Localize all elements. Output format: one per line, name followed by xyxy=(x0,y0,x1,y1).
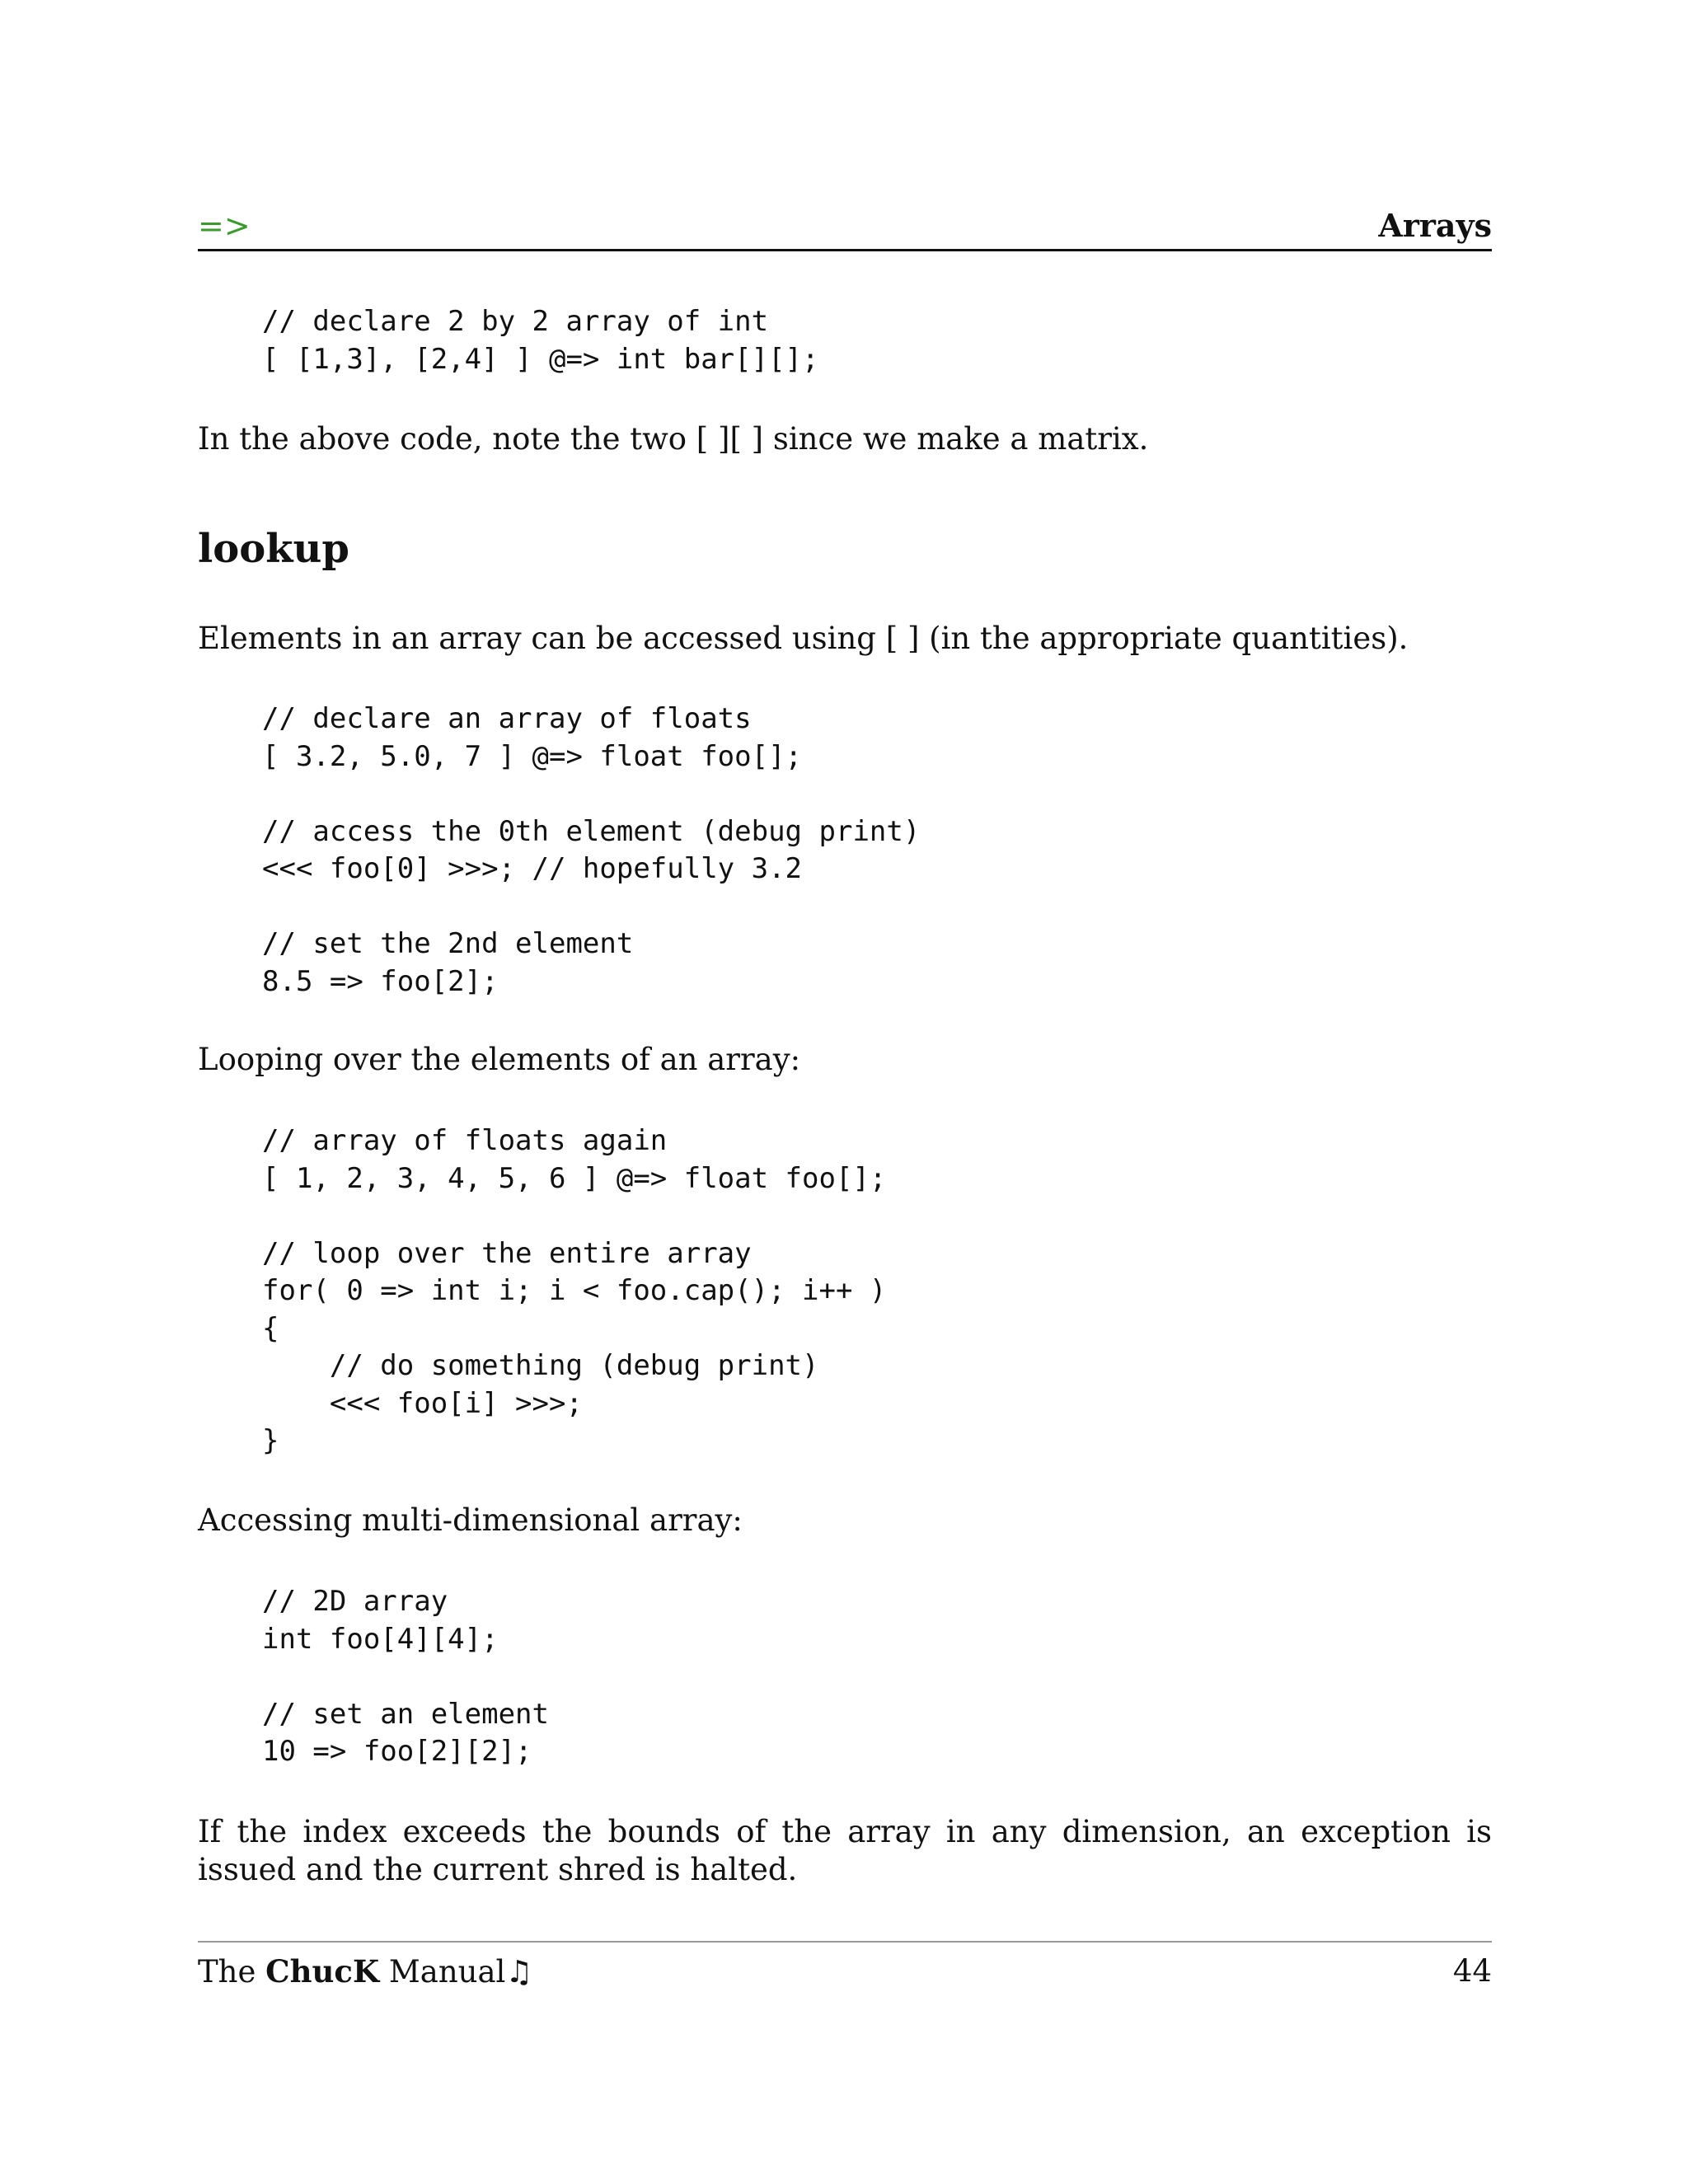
paragraph-looping-intro: Looping over the elements of an array: xyxy=(198,1042,801,1077)
footer-chuck-name: ChucK xyxy=(265,1953,380,1990)
footer-manual-title xyxy=(198,1953,533,1990)
header-chuck-operator: => xyxy=(198,208,251,244)
paragraph-lookup-intro: Elements in an array can be accessed using [ ] (in the appropriate quantities). xyxy=(198,621,1409,656)
footer-suffix: Manual♫ xyxy=(388,1954,533,1990)
code-block-multi-dim-example: // 2D array int foo[4][4]; // set an element 10 => foo[2][2]; xyxy=(262,1585,549,1768)
paragraph-matrix-note: In the above code, note the two [ ][ ] since we make a matrix. xyxy=(198,421,1149,457)
section-heading-lookup: lookup xyxy=(198,526,349,572)
paragraph-bounds-note: If the index exceeds the bounds of the array in any dimension, an exception is issued and the current shred is halted. xyxy=(198,1814,1492,1887)
paragraph-multi-dim-intro: Accessing multi-dimensional array: xyxy=(198,1502,743,1538)
header-section-title: Arrays xyxy=(1378,207,1492,244)
page-number: 44 xyxy=(1452,1953,1492,1989)
footer-rule xyxy=(198,1941,1492,1943)
code-block-loop-example: // array of floats again [ 1, 2, 3, 4, 5, 6 ] @=> float foo[]; // loop over the entire array for( 0 => int i; i < foo.cap(); i++ ) { // do something (debug print) <<< foo[i] >>>; } xyxy=(262,1124,887,1457)
footer-prefix: The xyxy=(198,1954,256,1990)
code-block-matrix-declaration: // declare 2 by 2 array of int [ [1,3], [2,4] ] @=> int bar[][]; xyxy=(262,305,819,376)
page-header xyxy=(198,204,1492,251)
code-block-lookup-example: // declare an array of floats [ 3.2, 5.0, 7 ] @=> float foo[]; // access the 0th element (debug print) <<< foo[0] >>>; // hopefully 3.2 // set the 2nd element 8.5 => foo[2]; xyxy=(262,702,921,998)
